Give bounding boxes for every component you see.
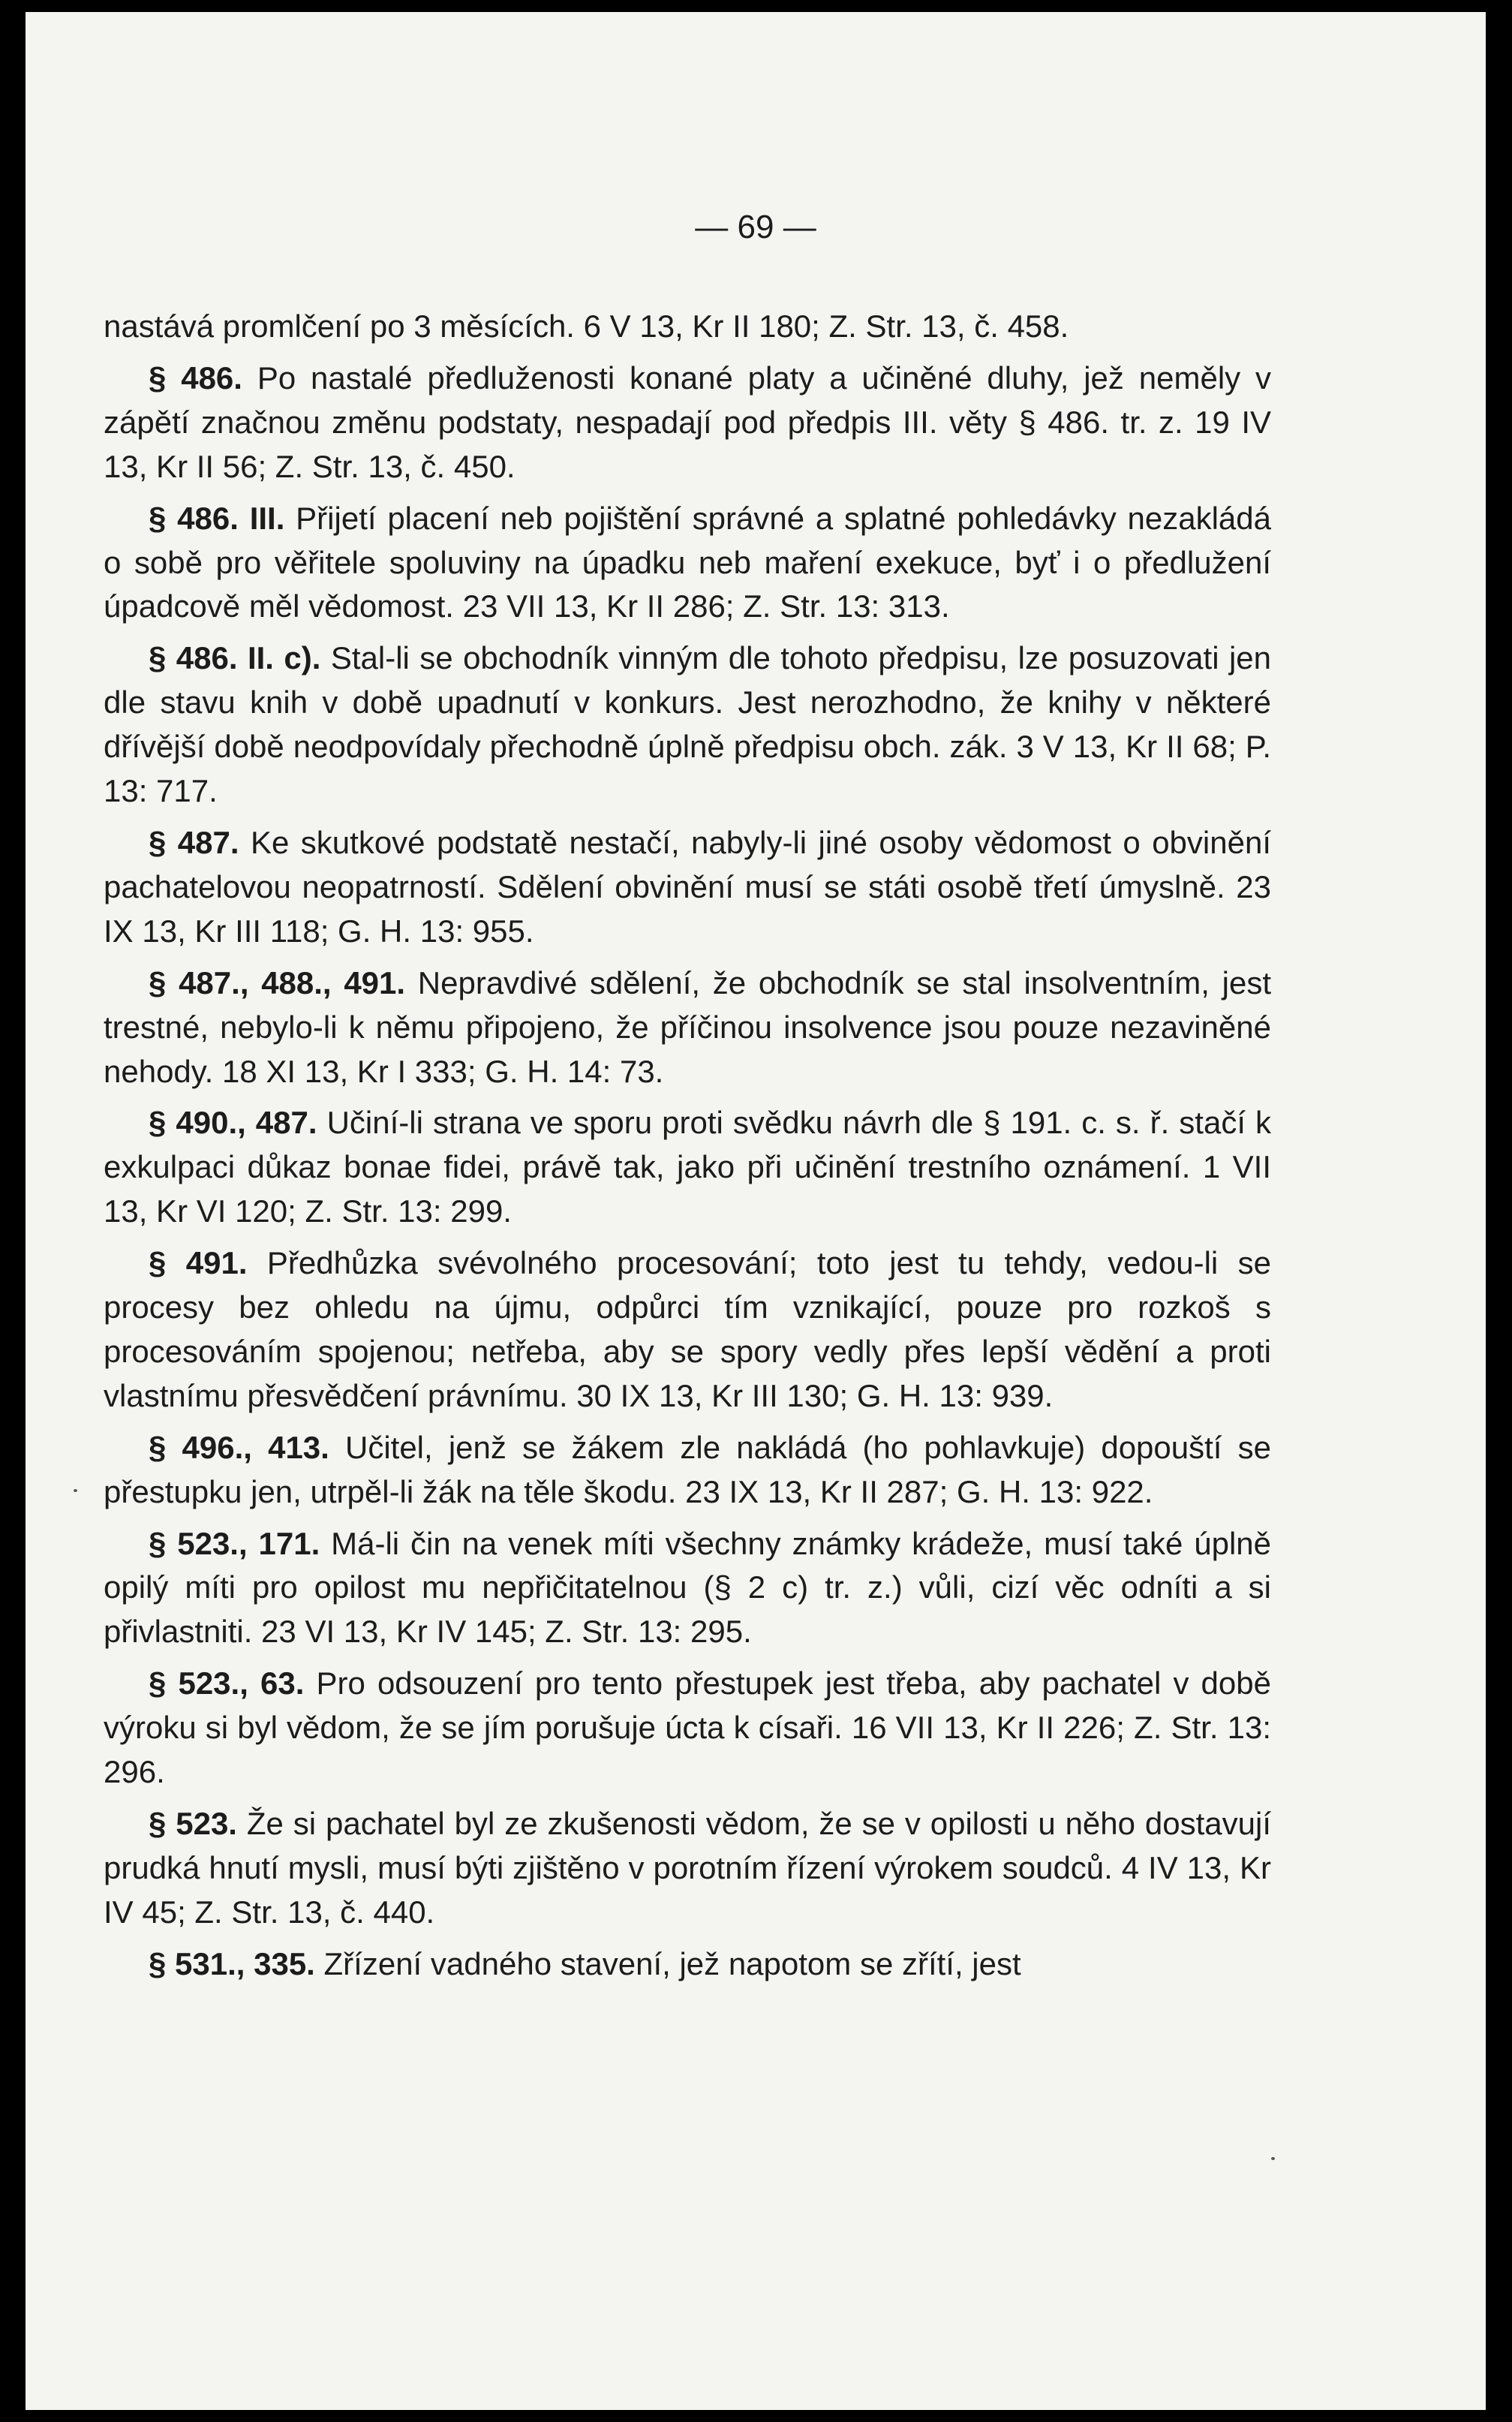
- paragraph: [104, 1802, 1271, 1935]
- paragraph: [104, 636, 1271, 814]
- paragraph: [104, 357, 1271, 489]
- section-reference: § 531., 335.: [149, 1945, 315, 1981]
- paragraph-text: Pro odsouzení pro tento přestupek jest třeba, aby pachatel v době výroku si byl vědom, že se jím porušuje úcta k císaři. 16 VII 13, Kr II 226; Z. Str. 13: 296.: [104, 1665, 1271, 1790]
- scan-speck: [74, 1489, 77, 1492]
- paragraph: [104, 1942, 1271, 1987]
- section-reference: § 486.: [149, 360, 242, 396]
- paragraph: [104, 1101, 1271, 1234]
- section-reference: § 491.: [149, 1245, 248, 1281]
- paragraph-text: Ke skutkové podstatě nestačí, nabyly-li jiné osoby vědomost o obvinění pachatelovou neopatrností. Sdělení obvinění musí se státi osobě třetí úmyslně. 23 IX 13, Kr III 118; G. H. 13: 955.: [104, 824, 1271, 949]
- section-reference: § 486. III.: [149, 500, 285, 536]
- section-reference: § 486. II. c).: [149, 640, 321, 676]
- section-reference: § 523., 63.: [149, 1665, 305, 1701]
- section-reference: § 487.: [149, 824, 239, 860]
- paragraph-text: Že si pachatel byl ze zkušenosti vědom, že se v opilosti u něho dostavují prudká hnutí mysli, musí býti zjištěno v porotním řízení výrokem soudců. 4 IV 13, Kr IV 45; Z. Str. 13, č. 440.: [104, 1806, 1271, 1930]
- paragraph-text: Stal-li se obchodník vinným dle tohoto předpisu, lze posuzovati jen dle stavu knih v době upadnutí v konkurs. Jest nerozhodno, že knihy v některé dřívější době neodpovídaly přechodně úplně předpisu obch. zák. 3 V 13, Kr II 68; P. 13: 717.: [104, 640, 1272, 809]
- section-reference: § 496., 413.: [149, 1429, 329, 1465]
- paragraph: [104, 1426, 1271, 1515]
- paragraph-text: Učiní-li strana ve sporu proti svědku návrh dle § 191. c. s. ř. stačí k exkulpaci důkaz bonae fidei, právě tak, jako při učinění trestního oznámení. 1 VII 13, Kr VI 120; Z. Str. 13: 299.: [104, 1105, 1272, 1229]
- section-reference: § 523.: [149, 1806, 237, 1841]
- paragraph-text: Má-li čin na venek míti všechny známky krádeže, musí také úplně opilý míti pro opilost mu nepřičitatelnou (§ 2 c) tr. z.) vůli, cizí věc odníti a si přivlastniti. 23 VI 13, Kr IV 145; Z. Str. 13: 295.: [104, 1525, 1271, 1650]
- paragraph: [104, 1522, 1271, 1655]
- paragraph-text: Předhůzka svévolného procesování; toto jest tu tehdy, vedou-li se procesy bez ohledu na újmu, odpůrci tím vznikající, pouze pro rozkoš s procesováním spojenou; netřeba, aby se spory vedly přes lepší vědění a proti vlastnímu přesvědčení právnímu. 30 IX 13, Kr III 130; G. H. 13: 939.: [104, 1245, 1271, 1413]
- paragraph-text: nastává promlčení po 3 měsících. 6 V 13, Kr II 180; Z. Str. 13, č. 458.: [104, 308, 1069, 344]
- page-number: — 69 —: [695, 209, 816, 245]
- paragraph-text: Učitel, jenž se žákem zle nakládá (ho pohlavkuje) dopouští se přestupku jen, utrpěl-li žák na těle škodu. 23 IX 13, Kr II 287; G. H. 13: 922.: [104, 1429, 1271, 1509]
- paragraph: [104, 497, 1271, 630]
- scan-speck: [1271, 2157, 1275, 2160]
- paragraph-text: Zřízení vadného stavení, jež napotom se zřítí, jest: [323, 1945, 1021, 1981]
- section-reference: § 523., 171.: [149, 1525, 320, 1561]
- section-reference: § 490., 487.: [149, 1105, 317, 1141]
- paragraph-text: Přijetí placení neb pojištění správné a splatné pohledávky nezakládá o sobě pro věřitele spoluviny na úpadku neb maření exekuce, byť i o předlužení úpadcově měl vědomost. 23 VII 13, Kr II 286; Z. Str. 13: 313.: [104, 500, 1271, 624]
- paragraph-text: Nepravdivé sdělení, že obchodník se stal insolventním, jest trestné, nebylo-li k němu připojeno, že příčinou insolvence jsou pouze nezaviněné nehody. 18 XI 13, Kr I 333; G. H. 14: 73.: [104, 964, 1271, 1089]
- paragraph: [104, 821, 1271, 954]
- paragraph: [104, 1662, 1271, 1795]
- paragraph: [104, 305, 1271, 349]
- paragraph: [104, 1241, 1271, 1419]
- section-reference: § 487., 488., 491.: [149, 964, 406, 1000]
- paragraph: [104, 961, 1271, 1094]
- scanned-page: [26, 12, 1486, 2410]
- page-text: [104, 305, 1271, 1994]
- paragraph-text: Po nastalé předluženosti konané platy a učiněné dluhy, jež neměly v zápětí značnou změnu podstaty, nespadají pod předpis III. věty § 486. tr. z. 19 IV 13, Kr II 56; Z. Str. 13, č. 450.: [104, 360, 1272, 484]
